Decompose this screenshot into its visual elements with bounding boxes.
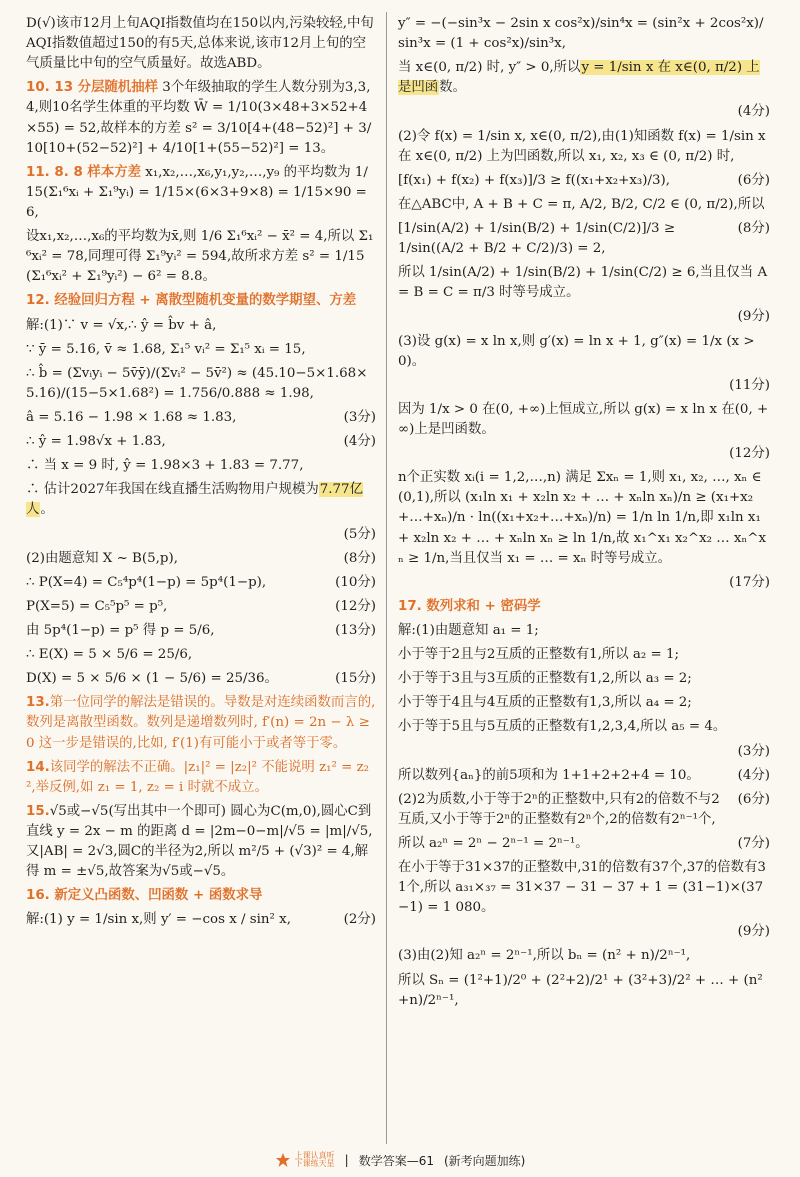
q17-part2-text: (2)2为质数,小于等于2ⁿ的正整数中,只有2的倍数不与2互质,又小于等于2ⁿ的正整数有2ⁿ个,2的倍数有2ⁿ⁻¹个,	[398, 791, 720, 827]
q17-line: 解:(1)由题意知 a₁ = 1;	[398, 622, 539, 638]
score-badge: (10分)	[335, 574, 376, 590]
q13-heading: 13.	[26, 695, 50, 711]
score-badge: (12分)	[729, 446, 770, 462]
score-badge: (11分)	[729, 377, 770, 393]
q17-part2-count: 在小于等于31×37的正整数中,31的倍数有37个,37的倍数有31个,所以 a₃₁×₃₇ = 31×37 − 31 − 37 + 1 = (31−1)×(37−1) = 1 080。	[398, 860, 766, 916]
logo-line-2: 下课练天星	[294, 1159, 335, 1168]
q16-part3-proof: n个正实数 xᵢ(i = 1,2,…,n) 满足 Σxₙ = 1,则 x₁, x₂, …, xₙ ∈ (0,1),所以 (x₁ln x₁ + x₂ln x₂ + … + xₙln xₙ)/n ≥ (x₁+x₂+…+xₙ)/n · ln((x₁+x₂+…+xₙ)/n) = 1/n ln 1/n,即 x₁ln x₁ + x₂ln x₂ + … + xₙln xₙ ≥ ln 1/n,故 x₁^x₁ x₂^x₂ … xₙ^xₙ ≥ 1/n,当且仅当 x₁ = … = xₙ 时等号成立。	[398, 470, 767, 566]
q17-line: 小于等于4且与4互质的正整数有1,3,所以 a₄ = 2;	[398, 695, 692, 711]
q17-heading-line	[398, 597, 770, 617]
q15-text: √5或−√5(写出其中一个即可) 圆心为C(m,0),圆心C到直线 y = 2x − m 的距离 d = |2m−0−m|/√5 = |m|/√5,又|AB| = 2√3,圆C的半径为2,所以 m²/5 + (√3)² = 4,解得 m = ±√5,故答案为√5或−√5。	[26, 803, 373, 880]
q10-solution: 3个年级抽取的学生人数分别为3,3,4,则10名学生体重的平均数 W̄ = 1/10(3×48+3×52+4×55) = 52,故样本的方差 s² = 3/10[4+(48−52)²] + 3/10[10+(52−52)²] + 4/10[1+(55−52)²] = 13。	[26, 80, 372, 156]
q12-step-equation	[26, 432, 376, 452]
score-badge: (4分)	[737, 104, 770, 120]
q12-slope: ∴ b̂ = (Σvᵢyᵢ − 5v̄ȳ)/(Σvᵢ² − 5v̄²) ≈ (45.10−5×1.68×5.16)/(15−5×1.68²) = 1.756/0.888 ≈ 1.98,	[26, 365, 368, 401]
logo-line-1: 上课认真听	[294, 1150, 335, 1160]
q17-line: 小于等于2且与2互质的正整数有1,所以 a₂ = 1;	[398, 647, 680, 663]
score-badge: (13分)	[335, 622, 376, 638]
score-badge: (7分)	[737, 835, 770, 851]
q12-estimate-highlight: 7.77亿人	[26, 482, 363, 518]
q17-part3: (3)由(2)知 a₂ⁿ = 2ⁿ⁻¹,所以 bₙ = (n² + n)/2ⁿ⁻¹,	[398, 948, 691, 964]
q16-second-derivative: y″ = −(−sin³x − 2sin x cos²x)/sin⁴x = (sin²x + 2cos²x)/sin³x = (1 + cos²x)/sin³x,	[398, 16, 764, 52]
q10-heading: 10. 13 分层随机抽样	[26, 80, 159, 96]
score-badge: (5分)	[343, 526, 376, 542]
q16-concave-claim	[398, 58, 770, 98]
q11-answer	[26, 163, 376, 223]
column-divider	[386, 12, 387, 1144]
q12-means: ∵ ȳ = 5.16, v̄ ≈ 1.68, Σ₁⁵ vᵢ² = Σ₁⁵ xᵢ = 15,	[26, 341, 306, 357]
score-badge: (8分)	[343, 550, 376, 566]
q12-step-text: ∴ P(X=4) = C₅⁴p⁴(1−p) = 5p⁴(1−p),	[26, 574, 267, 590]
q12-estimate	[26, 480, 376, 520]
q12-step-text: (2)由题意知 X ~ B(5,p),	[26, 550, 178, 566]
q14-answer	[26, 758, 376, 798]
q16-step	[26, 910, 376, 930]
page-footer	[0, 1145, 800, 1175]
q9-conclusion: D(√)该市12月上旬AQI指数值均在150以内,污染较轻,中旬AQI指数值超过150的有5天,总体来说,该市12月上旬的空气质量比中旬的空气质量好。故选ABD。	[26, 16, 374, 72]
q17-heading: 17. 数列求和 + 密码学	[398, 598, 541, 614]
q12-estimate-post: 。	[40, 502, 54, 518]
score-badge: (12分)	[335, 598, 376, 614]
q11-solution-part2: 设x₁,x₂,…,x₆的平均数为x̄,则 1/6 Σ₁⁶xᵢ² − x̄² = 4,所以 Σ₁⁶xᵢ² = 78,同理可得 Σ₁⁹yᵢ² = 594,故所求方差 s² = 1/15(Σ₁⁶xᵢ² + Σ₁⁹yᵢ²) − 6² = 8.8。	[26, 229, 374, 285]
q12-intro: 解:(1)∵ v = √x,∴ ŷ = b̂v + â,	[26, 317, 217, 333]
q12-part2-step	[26, 645, 376, 665]
score-badge: (6分)	[737, 791, 770, 807]
q17-part2	[398, 790, 770, 830]
score-badge: (4分)	[343, 434, 376, 450]
q17-part3-sum: 所以 Sₙ = (1²+1)/2⁰ + (2²+2)/2¹ + (3²+3)/2² + … + (n²+n)/2ⁿ⁻¹,	[398, 972, 763, 1008]
star-icon	[275, 1152, 291, 1168]
q16-heading: 16. 新定义凸函数、凹函数 + 函数求导	[26, 888, 263, 904]
q16-inequality	[398, 219, 770, 259]
score-badge: (2分)	[343, 912, 376, 928]
page-subtitle: (新考向题加练)	[443, 1153, 526, 1168]
q12-part2-step	[26, 573, 376, 593]
q12-part2-step	[26, 549, 376, 569]
q12-prediction: ∴ 当 x = 9 时, ŷ = 1.98×3 + 1.83 = 7.77,	[26, 458, 304, 474]
publisher-logo	[275, 1152, 335, 1169]
q12-part2-step	[26, 669, 376, 689]
q16-concave-post: 数。	[439, 80, 466, 96]
q12-step-text: ∴ ŷ = 1.98√x + 1.83,	[26, 434, 166, 450]
left-column	[26, 14, 376, 934]
q16-part3: (3)设 g(x) = x ln x,则 g′(x) = ln x + 1, g″(x) = 1/x (x > 0)。	[398, 333, 755, 369]
q14-heading: 14.	[26, 759, 50, 775]
q12-step-text: ∴ E(X) = 5 × 5/6 = 25/6,	[26, 647, 193, 663]
q13-text: 第一位同学的解法是错误的。导数是对连续函数而言的,数列是离散型函数。数列是递增数列时, f′(n) = 2n − λ ≥ 0 这一步是错误的,比如, f′(1)有可能小于或者等于零。	[26, 695, 376, 751]
q17-sum-text: 所以数列{aₙ}的前5项和为 1+1+2+2+4 = 10。	[398, 767, 700, 783]
q13-answer	[26, 693, 376, 753]
q17-line: 小于等于5且与5互质的正整数有1,2,3,4,所以 a₅ = 4。	[398, 719, 727, 735]
right-column	[398, 14, 770, 1015]
q17-part2-result-text: 所以 a₂ⁿ = 2ⁿ − 2ⁿ⁻¹ = 2ⁿ⁻¹。	[398, 835, 589, 851]
q12-heading-line	[26, 291, 376, 311]
q12-part2-step	[26, 597, 376, 617]
score-badge: (8分)	[737, 220, 770, 236]
q16-concave-highlight: y = 1/sin x 在 x∈(0, π/2) 上是凹函	[398, 60, 760, 96]
score-badge: (17分)	[729, 574, 770, 590]
q17-part2-result	[398, 834, 770, 854]
score-badge: (15分)	[335, 671, 376, 687]
q16-part3-concave: 因为 1/x > 0 在(0, +∞)上恒成立,所以 g(x) = x ln x 在(0, +∞)上是凹函数。	[398, 401, 769, 437]
q15-heading: 15.	[26, 803, 50, 819]
q12-step-text: 由 5p⁴(1−p) = p⁵ 得 p = 5/6,	[26, 622, 215, 638]
q16-jensen	[398, 171, 770, 191]
q16-part2-setup: (2)令 f(x) = 1/sin x, x∈(0, π/2),由(1)知函数 f(x) = 1/sin x 在 x∈(0, π/2) 上为凹函数,所以 x₁, x₂, x₃ ∈ (0, π/2) 时,	[398, 128, 766, 164]
score-badge: (9分)	[737, 309, 770, 325]
q17-sum	[398, 766, 770, 786]
q12-part2-step	[26, 621, 376, 641]
q16-step-text: 解:(1) y = 1/sin x,则 y′ = −cos x / sin² x,	[26, 912, 291, 928]
score-badge: (6分)	[737, 172, 770, 188]
q12-estimate-pre: ∴ 估计2027年我国在线直播生活购物用户规模为	[26, 482, 319, 498]
q16-concave-pre: 当 x∈(0, π/2) 时, y″ > 0,所以	[398, 60, 581, 76]
q12-step-text: â = 5.16 − 1.98 × 1.68 ≈ 1.83,	[26, 409, 237, 425]
q10-answer	[26, 78, 376, 158]
q16-triangle: 在△ABC中, A + B + C = π, A/2, B/2, C/2 ∈ (0, π/2),所以	[398, 196, 765, 212]
q16-inequality-text: [1/sin(A/2) + 1/sin(B/2) + 1/sin(C/2)]/3 ≥ 1/sin((A/2 + B/2 + C/2)/3) = 2,	[398, 220, 676, 257]
q17-line: 小于等于3且与3互质的正整数有1,2,所以 a₃ = 2;	[398, 671, 692, 687]
q11-solution-part1: x₁,x₂,…,x₆,y₁,y₂,…,y₉ 的平均数为 1/15(Σ₁⁶xᵢ + Σ₁⁹yᵢ) = 1/15×(6×3+9×8) = 1/15×90 = 6,	[26, 164, 368, 220]
q16-heading-line	[26, 886, 376, 906]
score-badge: (3分)	[737, 743, 770, 759]
q11-heading: 11. 8. 8 样本方差	[26, 164, 141, 180]
logo-text	[295, 1152, 335, 1169]
score-badge: (9分)	[737, 924, 770, 940]
q12-step-text: P(X=5) = C₅⁵p⁵ = p⁵,	[26, 598, 168, 614]
q16-conclusion: 所以 1/sin(A/2) + 1/sin(B/2) + 1/sin(C/2) ≥ 6,当且仅当 A = B = C = π/3 时等号成立。	[398, 265, 768, 301]
page-title: 数学答案—61	[358, 1153, 434, 1168]
score-badge: (3分)	[343, 409, 376, 425]
footer-separator: |	[344, 1153, 349, 1167]
q15-answer	[26, 802, 376, 882]
q12-heading: 12. 经验回归方程 + 离散型随机变量的数学期望、方差	[26, 293, 357, 309]
q12-step-text: D(X) = 5 × 5/6 × (1 − 5/6) = 25/36。	[26, 671, 278, 687]
score-badge: (4分)	[737, 767, 770, 783]
q14-text: 该同学的解法不正确。|z₁|² = |z₂|² 不能说明 z₁² = z₂²,举反例,如 z₁ = 1, z₂ = i 时就不成立。	[26, 759, 370, 795]
q16-jensen-text: [f(x₁) + f(x₂) + f(x₃)]/3 ≥ f((x₁+x₂+x₃)/3),	[398, 172, 670, 188]
q12-step-intercept	[26, 408, 376, 428]
